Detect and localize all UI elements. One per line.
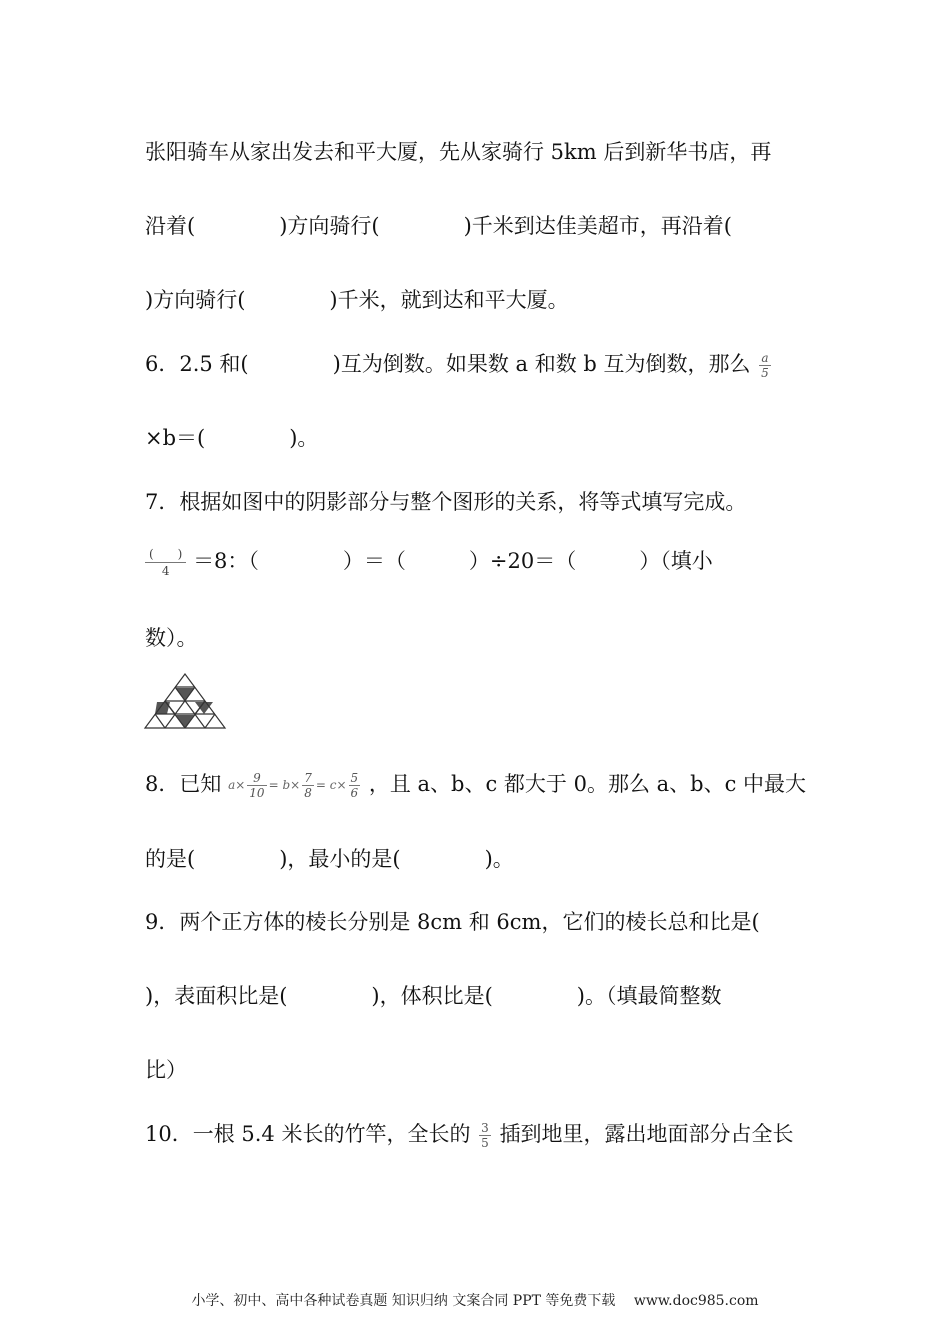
fraction-denominator: 5 — [481, 1136, 489, 1150]
question-6-line-2: ×b＝( )。 — [145, 426, 319, 450]
variable-a: a — [228, 778, 236, 792]
equation-text: ＝8：（ ）＝（ ）÷20＝（ ）（填小 — [193, 549, 713, 573]
fraction-numerator: 3 — [481, 1121, 489, 1135]
question-8-prefix: 8．已知 — [145, 772, 222, 796]
question-7-line: 7．根据如图中的阴影部分与整个图形的关系，将等式填写完成。 — [145, 490, 747, 514]
variable-b: b — [282, 778, 291, 792]
fraction-numerator: ( ) — [149, 547, 183, 561]
text-line-1: 张阳骑车从家出发去和平大厦，先从家骑行 5km 后到新华书店，再 — [145, 140, 772, 164]
question-6-line — [145, 350, 773, 380]
times-sign: × — [290, 778, 301, 792]
fraction-denominator: 10 — [249, 786, 265, 800]
equals-sign: = — [315, 778, 326, 792]
question-9-line-3: 比） — [145, 1058, 187, 1082]
question-10-prefix: 10．一根 5.4 米长的竹竿，全长的 — [145, 1122, 471, 1146]
fraction-numerator: 7 — [304, 771, 312, 785]
fraction-denominator: 5 — [761, 366, 769, 380]
fraction-numerator: 5 — [350, 771, 359, 785]
fraction-7-8 — [302, 771, 314, 800]
fraction-a-over-5 — [759, 351, 771, 380]
fraction-numerator: 9 — [253, 771, 261, 785]
question-8-line-2: 的是( )，最小的是( )。 — [145, 847, 514, 871]
question-8-line — [145, 770, 806, 800]
question-10-line — [145, 1120, 793, 1150]
question-8-suffix: ，且 a、b、c 都大于 0。那么 a、b、c 中最大 — [368, 772, 807, 796]
page-footer: 小学、初中、高中各种试卷真题 知识归纳 文案合同 PPT 等免费下载 www.doc985.com — [191, 1293, 759, 1309]
math-expression — [228, 771, 362, 800]
variable-c: c — [329, 778, 337, 792]
times-sign: × — [235, 778, 246, 792]
text-line-2: 沿着( )方向骑行( )千米到达佳美超市，再沿着( — [145, 214, 732, 238]
fraction-blank-over-4 — [145, 546, 186, 579]
times-sign: × — [336, 778, 347, 792]
question-10-suffix: 插到地里，露出地面部分占全长 — [499, 1122, 794, 1146]
question-7-equation — [145, 546, 713, 579]
triangle-grid-figure — [143, 672, 227, 730]
fraction-denominator: 8 — [304, 786, 312, 800]
text-line-3: )方向骑行( )千米，就到达和平大厦。 — [145, 288, 569, 312]
shaded-triangle — [176, 688, 194, 700]
fraction-denominator: 4 — [145, 562, 186, 579]
fraction-3-5 — [479, 1121, 491, 1150]
fraction-9-10 — [247, 771, 266, 800]
fraction-denominator: 6 — [350, 786, 359, 800]
question-9-line: 9．两个正方体的棱长分别是 8cm 和 6cm，它们的棱长总和比是( — [145, 910, 760, 934]
question-7-line-3: 数）。 — [145, 626, 198, 650]
fraction-5-6 — [349, 771, 361, 800]
fraction-numerator: a — [761, 351, 769, 365]
question-6-text: 6．2.5 和( )互为倒数。如果数 a 和数 b 互为倒数，那么 — [145, 352, 751, 376]
equals-sign: = — [268, 778, 279, 792]
shaded-triangle — [176, 715, 194, 728]
question-9-line-2: )，表面积比是( )，体积比是( )。（填最简整数 — [145, 984, 722, 1008]
